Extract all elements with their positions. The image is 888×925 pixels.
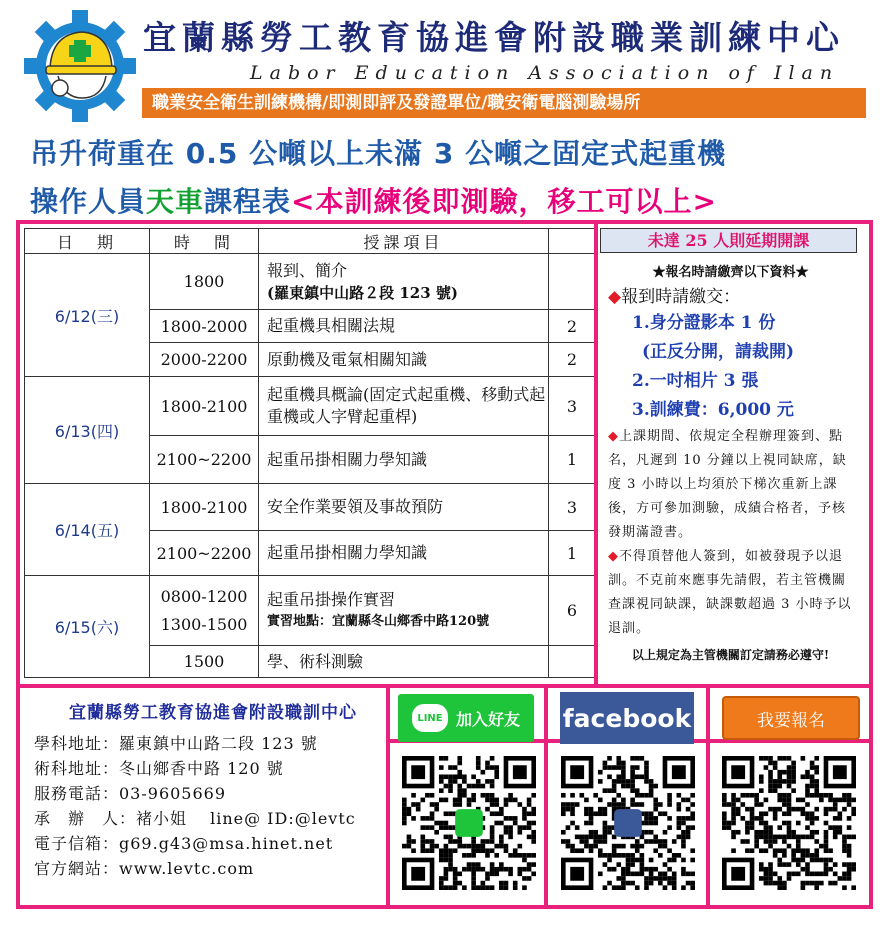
line-qr-code-icon[interactable] — [402, 756, 536, 890]
table-row — [25, 254, 596, 310]
topic-text: 報到、簡介 — [267, 260, 348, 280]
title-part-note: <本訓練後即測驗，移工可以上> — [291, 185, 717, 218]
divider-vertical — [706, 684, 710, 909]
signup-button[interactable]: 我要報名 — [722, 696, 860, 740]
topic-cell: 起重機具概論(固定式起重機、移動式起重機或人字臂起重桿) — [259, 377, 549, 436]
hours-cell — [549, 254, 596, 310]
header-hours — [549, 229, 596, 254]
requirement-photos: 2.一吋相片 3 張 — [632, 371, 759, 391]
topic-cell: 起重機具相關法規 — [259, 310, 549, 343]
topic-subtext: 實習地點：宜蘭縣冬山鄉香中路120號 — [267, 613, 490, 629]
divider-vertical — [594, 224, 598, 684]
header-topic: 授課項目 — [259, 229, 549, 254]
time-cell: 2100~2200 — [150, 531, 259, 576]
date-cell: 6/14(五) — [25, 484, 150, 576]
hours-cell: 1 — [549, 436, 596, 484]
hours-cell: 1 — [549, 531, 596, 576]
hours-cell: 2 — [549, 310, 596, 343]
line-add-friend-label: 加入好友 — [455, 709, 520, 729]
requirement-fee: 3.訓練費：6,000 元 — [632, 400, 794, 420]
topic-cell: 起重吊掛相關力學知識 — [259, 436, 549, 484]
time-slot-afternoon: 1300-1500 — [160, 614, 248, 634]
notice-bullet-checkin — [608, 285, 853, 309]
substitution-rules-text: 不得頂替他人簽到，如被發現予以退訓。不克前來應事先請假，若主管機關查課視同缺課，缺課數超過 3 小時予以退訓。 — [608, 549, 852, 636]
association-logo-icon — [24, 10, 136, 122]
line-add-friend-button[interactable] — [398, 694, 534, 742]
service-phone: 服務電話：03-9605669 — [34, 784, 227, 803]
divider-vertical — [544, 684, 548, 909]
academic-address: 學科地址：羅東鎮中山路二段 123 號 — [34, 734, 318, 753]
hours-cell: 3 — [549, 377, 596, 436]
contact-info — [24, 688, 392, 909]
time-cell: 2100~2200 — [150, 436, 259, 484]
time-cell: 1800-2100 — [150, 484, 259, 531]
course-title-line2 — [30, 180, 717, 220]
topic-cell: 原動機及電氣相關知識 — [259, 343, 549, 377]
main-frame — [16, 220, 873, 909]
time-cell: 1800-2000 — [150, 310, 259, 343]
time-cell: 1500 — [150, 646, 259, 678]
diamond-icon: ◆ — [608, 287, 622, 307]
hours-cell: 2 — [549, 343, 596, 377]
notice-footer: 以上規定為主管機關訂定請務必遵守! — [631, 648, 830, 662]
topic-cell: 起重吊掛相關力學知識 — [259, 531, 549, 576]
table-row — [25, 576, 596, 646]
time-cell: 1800 — [150, 254, 259, 310]
hours-cell: 3 — [549, 484, 596, 531]
email: 電子信箱：g69.g43@msa.hinet.net — [34, 834, 334, 853]
topic-cell — [259, 254, 549, 310]
time-slot-morning: 0800-1200 — [160, 586, 248, 606]
org-english-name: Labor Education Association of Ilan — [250, 62, 840, 84]
attendance-rules — [608, 425, 853, 545]
contact-title: 宜蘭縣勞工教育協進會附設職訓中心 — [69, 703, 357, 723]
topic-subtext: (羅東鎮中山路２段 123 號) — [267, 283, 458, 302]
date-cell: 6/15(六) — [25, 576, 150, 678]
registration-notice — [600, 228, 857, 667]
org-title: 宜蘭縣勞工教育協進會附設職業訓練中心 — [143, 18, 845, 57]
facebook-qr-code-icon[interactable] — [561, 756, 695, 890]
header-date: 日 期 — [25, 229, 150, 254]
practical-address: 術科地址：冬山鄉香中路 120 號 — [34, 759, 284, 778]
title-part-crane: 天車 — [146, 185, 205, 218]
title-part-operator: 操作人員 — [30, 185, 147, 218]
table-row — [25, 484, 596, 531]
facebook-button[interactable]: facebook — [560, 692, 694, 744]
time-cell: 1800-2100 — [150, 377, 259, 436]
table-header-row — [25, 229, 596, 254]
diamond-icon: ◆ — [608, 549, 619, 564]
topic-text: 起重吊掛操作實習 — [267, 589, 396, 609]
table-row — [25, 377, 596, 436]
time-cell — [150, 576, 259, 646]
substitution-rules — [608, 545, 853, 641]
hours-cell: 6 — [549, 576, 596, 646]
org-tagline-bar: 職業安全衛生訓練機構/即測即評及發證單位/職安衛電腦測驗場所 — [142, 88, 866, 118]
requirement-id-note: (正反分開，請裁開) — [642, 342, 795, 362]
attendance-rules-text: 上課期間、依規定全程辦理簽到、點名，凡遲到 10 分鐘以上視同缺席，缺度 3 小時以上均須於下梯次重新上課後，方可參加測驗，成績合格者，予核發期滿證書。 — [608, 429, 847, 540]
date-cell: 6/13(四) — [25, 377, 150, 484]
diamond-icon: ◆ — [608, 429, 619, 444]
official-website: 官方網站：www.levtc.com — [34, 859, 255, 878]
header-time: 時 間 — [150, 229, 259, 254]
requirement-id-copy: 1.身分證影本 1 份 — [632, 313, 776, 333]
title-part-schedule: 課程表 — [204, 185, 292, 218]
line-icon: LINE — [412, 704, 448, 732]
notice-bullet-text: 報到時請繳交： — [621, 287, 741, 307]
hours-cell — [549, 646, 596, 678]
topic-cell: 學、術科測驗 — [259, 646, 549, 678]
topic-cell — [259, 576, 549, 646]
minimum-enrollment-notice: 未達 25 人則延期開課 — [600, 228, 857, 253]
signup-qr-code-icon[interactable] — [722, 756, 856, 890]
contact-person: 承 辦 人：褚小姐 line@ ID:@levtc — [34, 809, 356, 828]
notice-body — [600, 253, 857, 667]
time-cell: 2000-2200 — [150, 343, 259, 377]
notice-intro: ★報名時請繳齊以下資料★ — [652, 265, 809, 280]
topic-cell: 安全作業要領及事故預防 — [259, 484, 549, 531]
course-title-line1: 吊升荷重在 0.5 公噸以上未滿 3 公噸之固定式起重機 — [30, 137, 727, 170]
date-cell: 6/12(三) — [25, 254, 150, 377]
schedule-table — [24, 228, 596, 678]
